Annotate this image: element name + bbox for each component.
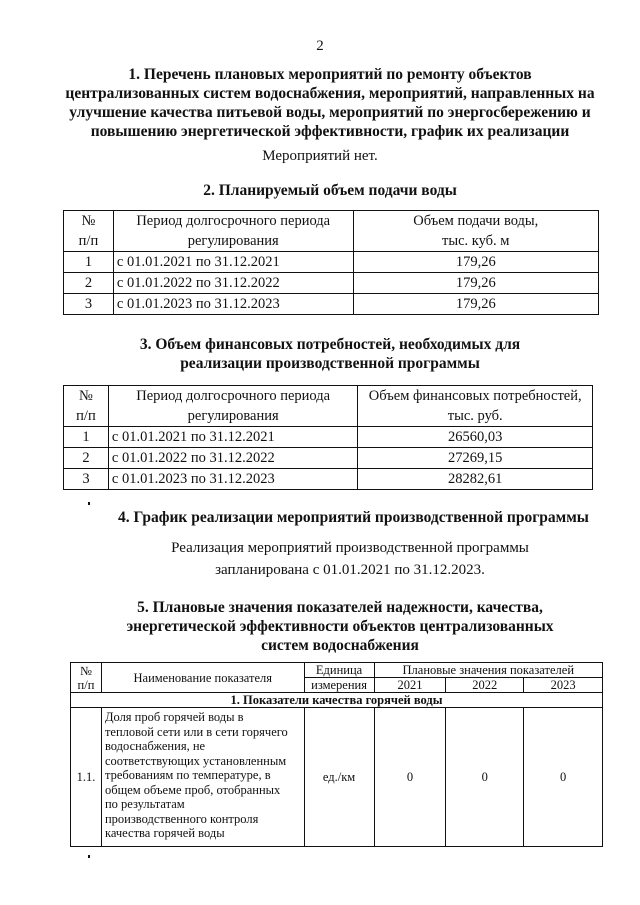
page-number: 2: [316, 38, 324, 54]
header-text: Объем финансовых потребностей,: [368, 388, 582, 404]
section-4-text: [30, 537, 640, 581]
section-5-title-line: систем водоснабжения: [261, 637, 419, 654]
section-3-title-line: реализации производственной программы: [180, 355, 480, 372]
header-text: тыс. куб. м: [442, 233, 510, 249]
table-row: [64, 469, 593, 490]
row-indicator-name-line: водоснабжения, не: [104, 739, 206, 753]
row-period: с 01.01.2023 по 31.12.2023: [108, 469, 358, 490]
scan-mark: [88, 855, 90, 858]
header-text: Период долгосрочного периода: [136, 388, 331, 404]
header-text: п/п: [76, 408, 96, 424]
header-period: [108, 386, 358, 427]
row-indicator-name: [101, 708, 304, 847]
header-text: Объем подачи воды,: [413, 213, 539, 229]
header-text: №: [79, 388, 93, 404]
table-header-row: [64, 386, 593, 427]
header-text: регулирования: [187, 408, 279, 424]
section-5-title-line: 5. Плановые значения показателей надежности, качества,: [137, 599, 543, 616]
table-row: [64, 252, 599, 273]
table-row: [64, 448, 593, 469]
row-value: 27269,15: [358, 448, 593, 469]
row-indicator-name-line: производственного контроля: [104, 811, 259, 826]
row-num: 3: [64, 469, 109, 490]
section-4-text-line: запланирована с 01.01.2021 по 31.12.2023.: [215, 562, 485, 578]
row-num: 2: [64, 273, 114, 294]
section-4-title: 4. График реализации мероприятий производственной программы: [118, 509, 589, 526]
row-period: с 01.01.2022 по 31.12.2022: [108, 448, 358, 469]
section-1-title: [40, 65, 620, 141]
header-year: 2022: [446, 678, 524, 693]
table-row: [64, 294, 599, 315]
header-text: №: [81, 213, 96, 229]
header-num: [64, 386, 109, 427]
section-5-title: [40, 598, 640, 655]
table-header-row: [64, 211, 599, 252]
section-3-title: [40, 335, 620, 373]
row-num: 1.1.: [71, 708, 102, 847]
header-year: 2021: [374, 678, 446, 693]
table-header-row: [71, 663, 603, 678]
row-indicator-name-line: требованиям по температуре, в: [104, 768, 271, 782]
row-period: с 01.01.2021 по 31.12.2021: [108, 427, 358, 448]
row-indicator-name-line: по результатам: [104, 797, 185, 811]
row-value: 179,26: [353, 273, 598, 294]
subsection-row: [71, 693, 603, 708]
financial-needs-table: [63, 385, 593, 490]
section-4-text-line: Реализация мероприятий производственной программы: [171, 540, 529, 556]
header-text: Период долгосрочного периода: [136, 213, 331, 229]
row-period: с 01.01.2021 по 31.12.2021: [113, 252, 353, 273]
row-value: 179,26: [353, 294, 598, 315]
section-1-text: Мероприятий нет.: [262, 148, 378, 164]
header-unit: Единица: [304, 663, 374, 678]
row-value-2022: 0: [446, 708, 524, 847]
section-1-title-line: 1. Перечень плановых мероприятий по ремонту объектов: [128, 66, 532, 83]
section-3-title-line: 3. Объем финансовых потребностей, необходимых для: [139, 336, 521, 353]
section-1-title-line: повышению энергетической эффективности, график их реализации: [90, 123, 570, 140]
header-text: тыс. руб.: [447, 408, 503, 424]
row-value: 26560,03: [358, 427, 593, 448]
scan-mark: [88, 502, 90, 505]
section-1-title-line: улучшение качества питьевой воды, мероприятий по энергосбережению и: [69, 104, 591, 121]
water-supply-table: [63, 210, 599, 315]
row-value-2023: 0: [524, 708, 603, 847]
indicators-table: [70, 662, 603, 847]
header-name: Наименование показателя: [101, 663, 304, 693]
header-num: [64, 211, 114, 252]
row-value: 28282,61: [358, 469, 593, 490]
row-value: 179,26: [353, 252, 598, 273]
subsection-title: 1. Показатели качества горячей воды: [71, 693, 603, 708]
section-1-title-line: централизованных систем водоснабжения, мероприятий, направленных на: [65, 85, 595, 102]
row-period: с 01.01.2022 по 31.12.2022: [113, 273, 353, 294]
row-num: 1: [64, 427, 109, 448]
row-value-2021: 0: [374, 708, 446, 847]
section-5-title-line: энергетической эффективности объектов централизованных: [126, 618, 554, 635]
header-value: [353, 211, 598, 252]
row-indicator-name-line: качества горячей воды: [104, 826, 225, 840]
header-unit: измерения: [304, 678, 374, 693]
header-period: [113, 211, 353, 252]
row-num: 1: [64, 252, 114, 273]
header-year: 2023: [524, 678, 603, 693]
header-num: [71, 663, 102, 693]
row-indicator-name-line: общем объеме проб, отобранных: [104, 782, 281, 797]
header-text: п/п: [78, 233, 99, 249]
table-row: [64, 273, 599, 294]
header-planned: Плановые значения показателей: [374, 663, 602, 678]
table-row: [71, 708, 603, 847]
row-period: с 01.01.2023 по 31.12.2023: [113, 294, 353, 315]
row-indicator-name-line: соответствующих установленным: [104, 753, 287, 768]
row-indicator-name-line: Доля проб горячей воды в: [104, 710, 244, 724]
header-text: №: [80, 663, 92, 678]
table-row: [64, 427, 593, 448]
header-text: регулирования: [187, 233, 279, 249]
header-value: [358, 386, 593, 427]
row-indicator-name-line: тепловой сети или в сети горячего: [104, 724, 288, 739]
row-num: 2: [64, 448, 109, 469]
row-unit: ед./км: [304, 708, 374, 847]
section-2-title: 2. Планируемый объем подачи воды: [203, 182, 457, 199]
row-num: 3: [64, 294, 114, 315]
header-text: п/п: [77, 677, 95, 692]
